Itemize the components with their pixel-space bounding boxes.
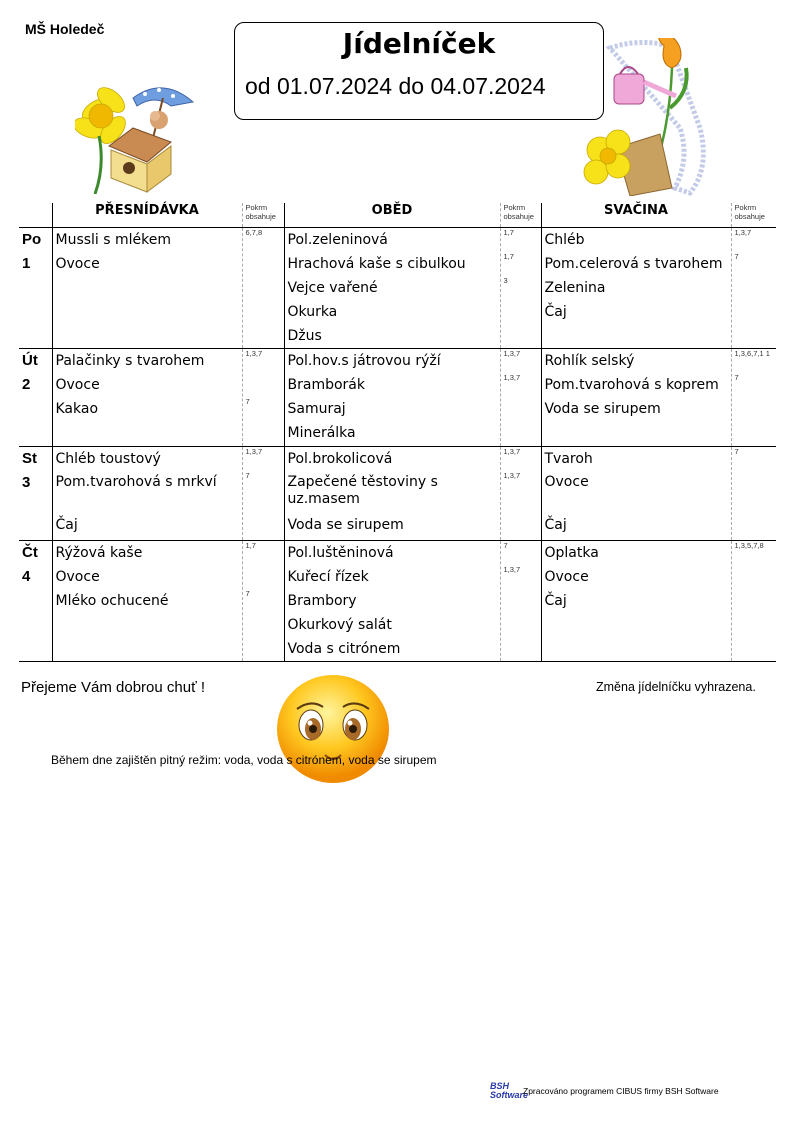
menu-item: Chléb toustový: [55, 451, 161, 467]
allergen-code: [243, 252, 284, 276]
menu-item: Kakao: [55, 401, 99, 417]
menu-item: Voda s citrónem: [287, 641, 401, 657]
breakfast-items: [52, 349, 242, 447]
menu-item: Pol.hov.s játrovou rýží: [287, 353, 441, 369]
lunch-items: [284, 349, 500, 447]
allergen-code: 1,3,7: [245, 447, 263, 456]
menu-item: Kuřecí řízek: [287, 569, 369, 585]
menu-item: Pol.brokolicová: [287, 451, 393, 467]
header-lunch: OBĚD: [284, 203, 500, 228]
day-label: [19, 228, 52, 349]
breakfast-allergens: [242, 228, 284, 349]
breakfast-allergens: [242, 349, 284, 447]
allergen-code: [501, 513, 541, 537]
day-label: [19, 541, 52, 662]
menu-item: Pom.celerová s tvarohem: [544, 256, 723, 272]
allergen-code: [501, 421, 541, 445]
menu-item: Pom.tvarohová s mrkví: [55, 474, 217, 490]
allergen-code: 1,3,6,7,1 1: [734, 349, 770, 358]
allergen-code: 1,7: [503, 228, 514, 237]
allergen-code: [501, 397, 541, 421]
menu-item: Rohlík selský: [544, 353, 635, 369]
allergen-code: 7: [734, 373, 739, 382]
allergen-code: 1,3,7: [503, 447, 521, 456]
menu-item: Čaj: [544, 304, 567, 320]
snack-items: [541, 228, 731, 349]
lunch-items: [284, 228, 500, 349]
menu-item: Rýžová kaše: [55, 545, 143, 561]
menu-item: Pol.zeleninová: [287, 232, 388, 248]
day-label: [19, 447, 52, 541]
menu-item: Čaj: [55, 517, 78, 533]
day-row: [19, 349, 776, 447]
allergen-code: [501, 613, 541, 637]
day-number: 4: [22, 568, 31, 585]
day-number: 3: [22, 474, 31, 491]
menu-item: Ovoce: [55, 569, 100, 585]
allergen-code: 1,3,7: [503, 373, 521, 382]
menu-table: [19, 203, 776, 662]
menu-item: Okurka: [287, 304, 338, 320]
allergen-code: [243, 565, 284, 589]
allergen-code: 1,7: [245, 541, 256, 550]
breakfast-items: [52, 541, 242, 662]
menu-item: Chléb: [544, 232, 585, 248]
tulip-watering-can-icon: [580, 38, 720, 196]
daffodil-birdhouse-icon: [75, 76, 200, 194]
allergen-code: [732, 589, 777, 613]
breakfast-items: [52, 447, 242, 541]
snack-items: [541, 349, 731, 447]
allergen-code: [732, 300, 777, 324]
menu-item: Voda se sirupem: [287, 517, 404, 533]
smiley-face-icon: [273, 671, 393, 787]
allergen-code: 1,7: [503, 252, 514, 261]
day-row: [19, 228, 776, 349]
wish-text: Přejeme Vám dobrou chuť !: [21, 679, 206, 696]
allergen-code: [732, 397, 777, 421]
allergen-code: 7: [503, 541, 508, 550]
bsh-logo: BSH Software: [490, 1081, 529, 1100]
menu-item: Ovoce: [55, 377, 100, 393]
allergen-code: 1,3,5,7,8: [734, 541, 764, 550]
menu-item: Džus: [287, 328, 322, 344]
allergen-code: [732, 565, 777, 589]
menu-item: Ovoce: [55, 256, 100, 272]
allergen-code: 1,3,7: [503, 565, 521, 574]
day-label: [19, 349, 52, 447]
lunch-items: [284, 447, 500, 541]
menu-item: Minerálka: [287, 425, 356, 441]
day-abbr: Út: [22, 352, 38, 369]
day-row: [19, 447, 776, 541]
day-number: 2: [22, 376, 31, 393]
lunch-allergens: [500, 447, 541, 541]
snack-allergens: [731, 349, 776, 447]
allergen-code: 1,3,7: [503, 471, 521, 480]
date-range: od 01.07.2024 do 04.07.2024: [245, 73, 546, 99]
menu-item: Samuraj: [287, 401, 346, 417]
allergen-code: 7: [245, 397, 250, 406]
menu-item: Tvaroh: [544, 451, 593, 467]
allergen-code: [732, 513, 777, 537]
menu-item: Vejce vařené: [287, 280, 378, 296]
menu-item: Ovoce: [544, 474, 589, 490]
header-allergen: Pokrm obsahuje: [500, 203, 541, 228]
allergen-code: 7: [245, 471, 250, 480]
day-row: [19, 541, 776, 662]
menu-item: Oplatka: [544, 545, 599, 561]
menu-item: Bramborák: [287, 377, 365, 393]
breakfast-allergens: [242, 447, 284, 541]
menu-item: Zapečené těstoviny s uz.masem: [287, 474, 438, 507]
header-allergen: Pokrm obsahuje: [242, 203, 284, 228]
breakfast-allergens: [242, 541, 284, 662]
allergen-code: [501, 324, 541, 348]
snack-allergens: [731, 447, 776, 541]
change-notice: Změna jídelníčku vyhrazena.: [596, 680, 756, 694]
allergen-code: [501, 589, 541, 613]
lunch-items: [284, 541, 500, 662]
allergen-code: 3: [503, 276, 508, 285]
allergen-code: 1,3,7: [503, 349, 521, 358]
snack-items: [541, 541, 731, 662]
menu-item: Hrachová kaše s cibulkou: [287, 256, 466, 272]
day-abbr: Po: [22, 231, 42, 248]
menu-item: Ovoce: [544, 569, 589, 585]
header-snack: SVAČINA: [541, 203, 731, 228]
header-allergen: Pokrm obsahuje: [731, 203, 776, 228]
menu-item: Brambory: [287, 593, 357, 609]
snack-allergens: [731, 541, 776, 662]
menu-item: Čaj: [544, 517, 567, 533]
allergen-code: 7: [734, 252, 739, 261]
allergen-code: [501, 637, 541, 661]
allergen-code: 1,3,7: [245, 349, 263, 358]
menu-item: Mussli s mlékem: [55, 232, 172, 248]
allergen-code: 6,7,8: [245, 228, 263, 237]
menu-item: Pol.luštěninová: [287, 545, 394, 561]
drinking-regime-note: Během dne zajištěn pitný režim: voda, voda s citrónem, voda se sirupem: [51, 753, 437, 767]
menu-item: Zelenina: [544, 280, 606, 296]
allergen-code: [243, 513, 284, 537]
menu-item: Voda se sirupem: [544, 401, 661, 417]
menu-item: Čaj: [544, 593, 567, 609]
menu-item: Pom.tvarohová s koprem: [544, 377, 719, 393]
software-credit: Zpracováno programem CIBUS firmy BSH Software: [523, 1086, 719, 1096]
school-name: MŠ Holedeč: [25, 21, 105, 37]
allergen-code: [501, 300, 541, 324]
lunch-allergens: [500, 349, 541, 447]
page-title: Jídelníček: [342, 27, 496, 60]
day-abbr: Čt: [22, 544, 38, 561]
allergen-code: 1,3,7: [734, 228, 752, 237]
breakfast-items: [52, 228, 242, 349]
allergen-code: [732, 276, 777, 300]
allergen-code: 7: [734, 447, 739, 456]
menu-item: Palačinky s tvarohem: [55, 353, 205, 369]
allergen-code: [243, 373, 284, 397]
title-box: [234, 22, 604, 120]
lunch-allergens: [500, 228, 541, 349]
lunch-allergens: [500, 541, 541, 662]
header-breakfast: PŘESNÍDÁVKA: [52, 203, 242, 228]
allergen-code: [732, 471, 777, 513]
allergen-code: 7: [245, 589, 250, 598]
menu-item: Okurkový salát: [287, 617, 392, 633]
menu-item: Mléko ochucené: [55, 593, 169, 609]
day-number: 1: [22, 255, 31, 272]
snack-items: [541, 447, 731, 541]
snack-allergens: [731, 228, 776, 349]
day-abbr: St: [22, 450, 37, 467]
